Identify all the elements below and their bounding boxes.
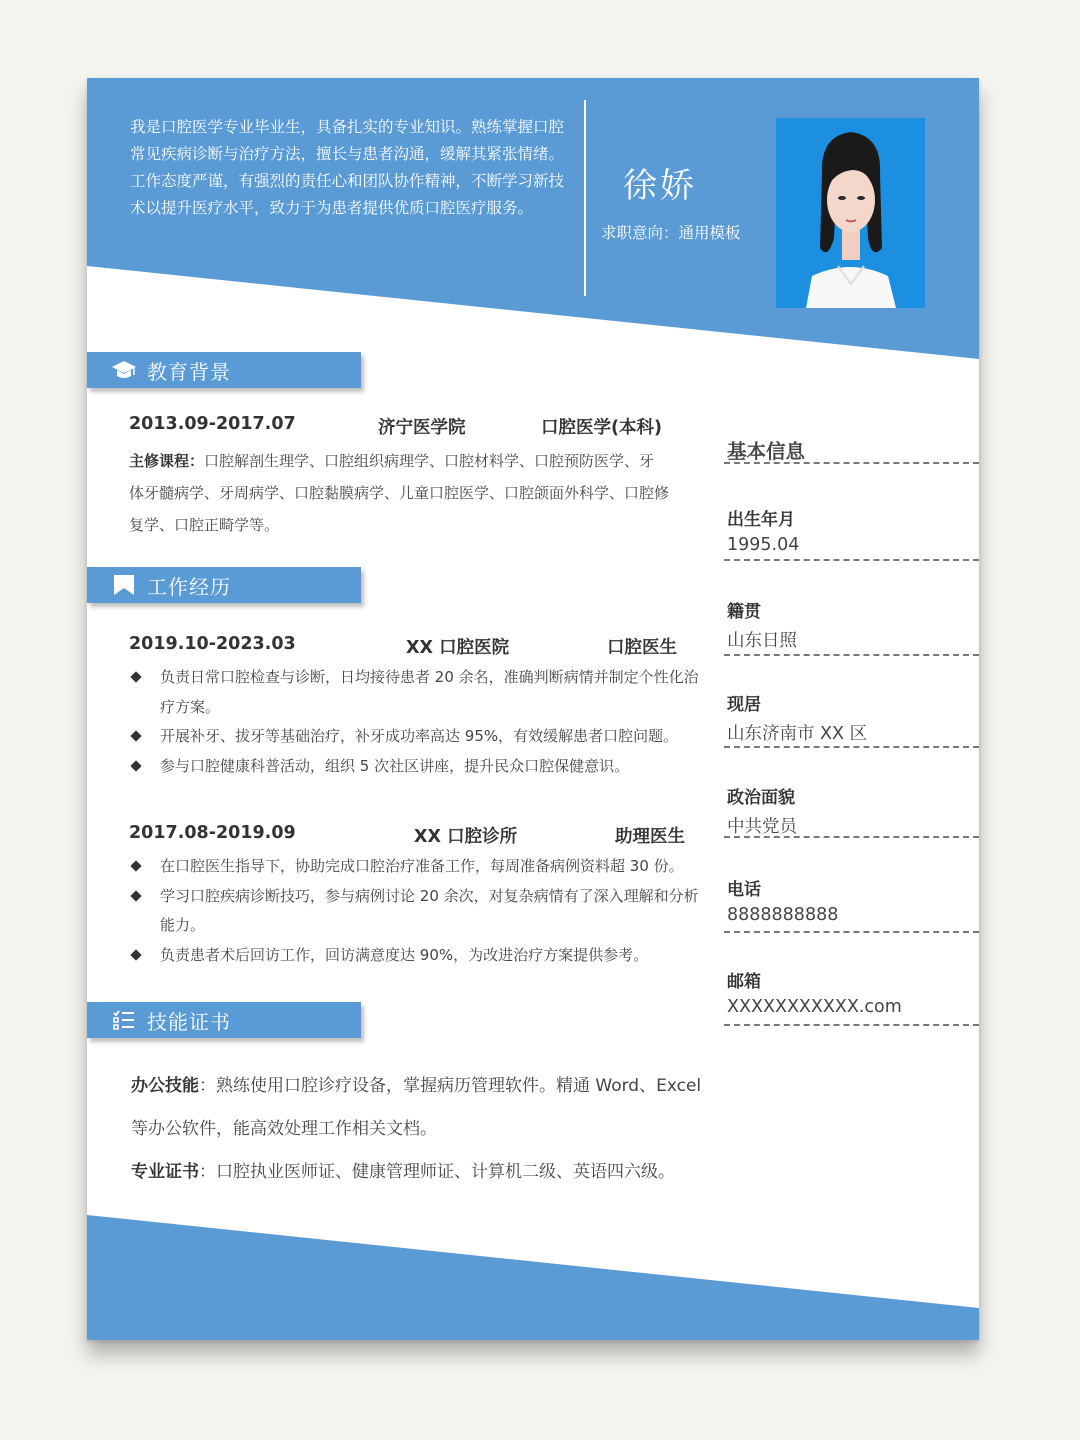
office-skills — [131, 1065, 711, 1151]
graduation-cap-icon — [111, 358, 137, 382]
basic-info-title: 基本信息 — [727, 440, 806, 463]
education-major: 口腔医学(本科) — [541, 418, 662, 438]
education-period: 2013.09-2017.07 — [129, 414, 296, 434]
education-school: 济宁医学院 — [378, 418, 466, 438]
divider — [724, 559, 979, 561]
divider — [724, 836, 979, 838]
skills-block — [131, 1065, 711, 1194]
header-divider — [584, 100, 586, 296]
resume-page — [87, 78, 979, 1340]
office-skills-label: 办公技能 — [131, 1076, 199, 1096]
info-birth-label: 出生年月 — [727, 510, 795, 530]
list-item: 学习口腔疾病诊断技巧，参与病例讨论 20 余次，对复杂病情有了深入理解和分析能力。 — [129, 882, 709, 941]
work-1-duties — [129, 663, 709, 781]
list-item: 负责日常口腔检查与诊断，日均接待患者 20 余名，准确判断病情并制定个性化治疗方案。 — [129, 663, 709, 722]
divider — [724, 746, 979, 748]
info-residence-label: 现居 — [727, 695, 761, 715]
info-political-label: 政治面貌 — [727, 788, 795, 808]
info-phone-value[interactable]: 8888888888 — [727, 905, 839, 925]
divider — [724, 654, 979, 656]
info-residence-value: 山东济南市 XX 区 — [727, 724, 868, 744]
job-intention-value: 通用模板 — [678, 224, 741, 242]
certificates-text: ：口腔执业医师证、健康管理师证、计算机二级、英语四六级。 — [199, 1162, 675, 1182]
work-1-org: XX 口腔医院 — [406, 638, 510, 658]
info-political — [727, 783, 797, 841]
info-native-place — [727, 597, 797, 655]
info-political-value: 中共党员 — [727, 817, 797, 837]
education-courses — [129, 445, 669, 541]
courses-label: 主修课程： — [129, 452, 205, 470]
info-email-value[interactable]: XXXXXXXXXXX.com — [727, 997, 902, 1017]
info-native-place-value: 山东日照 — [727, 631, 797, 651]
job-intention-label: 求职意向： — [601, 224, 679, 242]
info-birth — [727, 505, 799, 563]
info-residence — [727, 690, 867, 748]
work-2-duties — [129, 852, 709, 970]
section-title-skills: 技能证书 — [147, 1010, 231, 1034]
divider — [724, 931, 979, 933]
section-title-education: 教育背景 — [147, 360, 231, 384]
info-birth-value: 1995.04 — [727, 535, 800, 555]
info-phone — [727, 875, 838, 933]
work-1-period: 2019.10-2023.03 — [129, 634, 296, 654]
footer-band — [87, 1215, 979, 1340]
certificates-label: 专业证书 — [131, 1162, 199, 1182]
certificates — [131, 1151, 711, 1194]
candidate-name: 徐娇 — [623, 166, 697, 206]
profile-photo — [776, 118, 925, 308]
section-header-skills — [87, 1002, 361, 1038]
checklist-icon — [111, 1008, 137, 1032]
list-item: 参与口腔健康科普活动，组织 5 次社区讲座，提升民众口腔保健意识。 — [129, 752, 709, 782]
section-header-work — [87, 567, 361, 603]
section-title-work: 工作经历 — [147, 575, 231, 599]
info-email-label: 邮箱 — [727, 972, 761, 992]
work-2-period: 2017.08-2019.09 — [129, 823, 296, 843]
courses-text: 口腔解剖生理学、口腔组织病理学、口腔材料学、口腔预防医学、牙体牙髓病学、牙周病学、口腔黏膜病学、儿童口腔医学、口腔颌面外科学、口腔修复学、口腔正畸学等。 — [129, 452, 670, 534]
section-header-education — [87, 352, 361, 388]
office-skills-text: ：熟练使用口腔诊疗设备，掌握病历管理软件。精通 Word、Excel 等办公软件，能高效处理工作相关文档。 — [131, 1076, 702, 1139]
self-introduction: 我是口腔医学专业毕业生，具备扎实的专业知识。熟练掌握口腔常见疾病诊断与治疗方法，擅长与患者沟通，缓解其紧张情绪。工作态度严谨，有强烈的责任心和团队协作精神，不断学习新技术以提升医疗水平，致力于为患者提供优质口腔医疗服务。 — [130, 118, 565, 217]
work-2-role: 助理医生 — [615, 827, 685, 847]
bookmark-icon — [111, 573, 137, 597]
info-phone-label: 电话 — [727, 880, 761, 900]
info-email — [727, 967, 902, 1025]
job-intention — [601, 221, 741, 243]
list-item: 负责患者术后回访工作，回访满意度达 90%，为改进治疗方案提供参考。 — [129, 941, 709, 971]
divider — [724, 1024, 979, 1026]
divider — [724, 462, 979, 464]
list-item: 开展补牙、拔牙等基础治疗，补牙成功率高达 95%，有效缓解患者口腔问题。 — [129, 722, 709, 752]
work-1-role: 口腔医生 — [607, 638, 677, 658]
info-native-place-label: 籍贯 — [727, 602, 761, 622]
work-2-org: XX 口腔诊所 — [414, 827, 518, 847]
list-item: 在口腔医生指导下，协助完成口腔治疗准备工作，每周准备病例资料超 30 份。 — [129, 852, 709, 882]
